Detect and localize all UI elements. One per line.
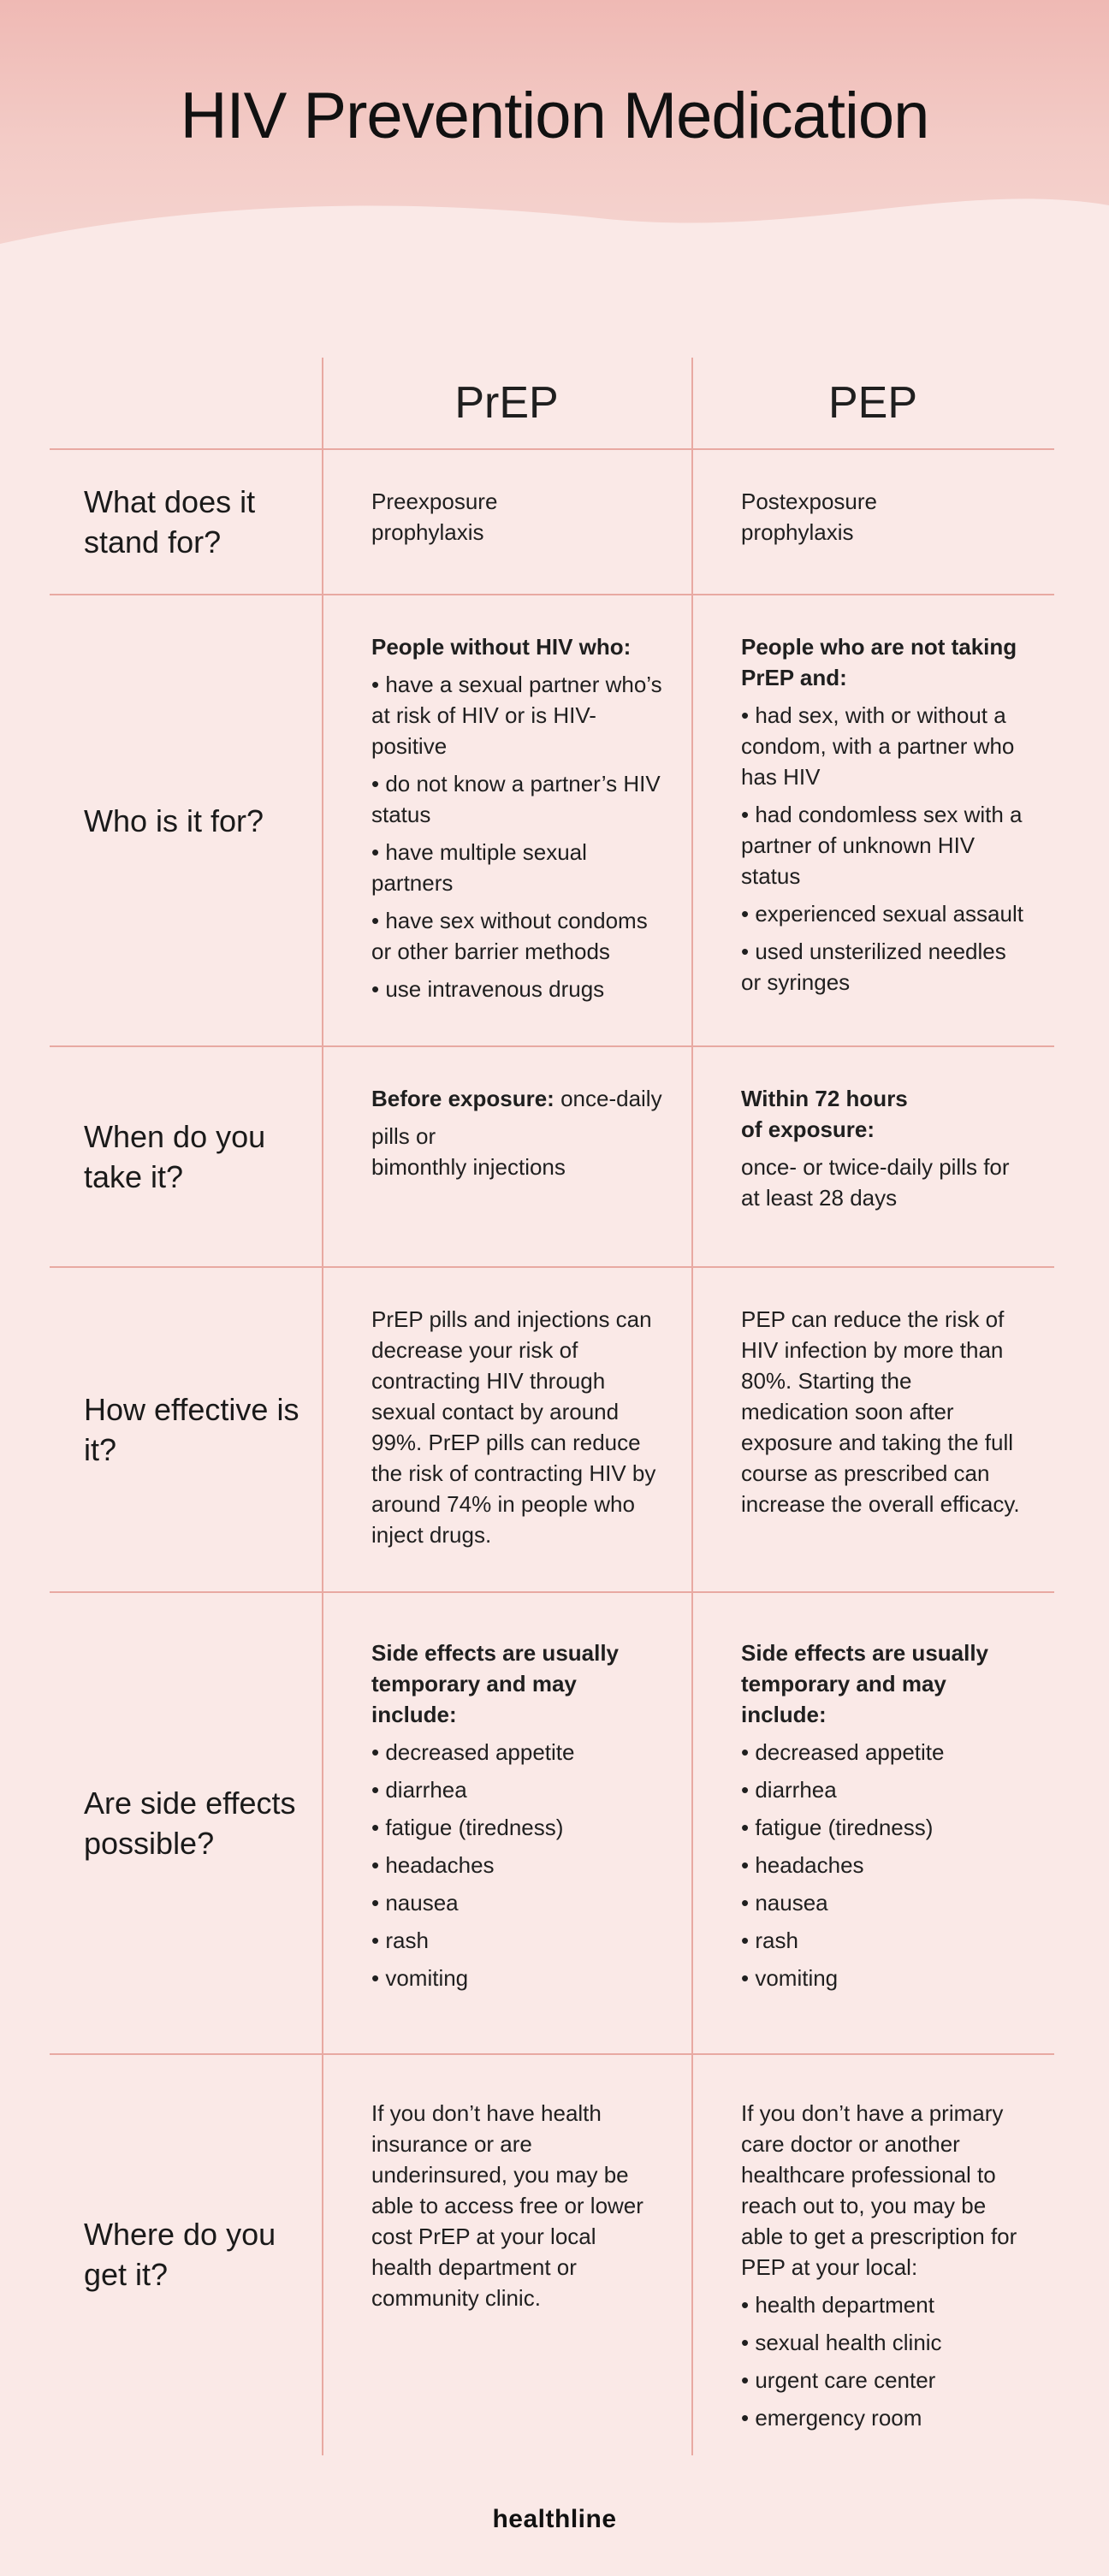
list-item: • headaches bbox=[371, 1850, 662, 1880]
pep-stand-line: prophylaxis bbox=[741, 519, 854, 545]
pep-who-heading: People who are not taking PrEP and: bbox=[741, 634, 1017, 690]
list-item: • nausea bbox=[741, 1887, 1025, 1918]
list-item: • sexual health clinic bbox=[741, 2327, 1025, 2358]
pep-cell bbox=[691, 2055, 1054, 2454]
column-header-pep: PEP bbox=[827, 378, 918, 428]
prep-side-heading: Side effects are usually temporary and may include: bbox=[371, 1640, 620, 1727]
prep-cell bbox=[322, 595, 691, 1045]
pep-where-text: If you don’t have a primary care doctor or another healthcare professional to reach out to, you may be able to get a prescription for PEP at your local: bbox=[741, 2100, 1017, 2280]
row-label: When do you take it? bbox=[84, 1119, 266, 1194]
row-where-get bbox=[50, 2055, 1054, 2454]
prep-when-text: once-daily bbox=[554, 1086, 662, 1111]
brand-logo: healthline bbox=[492, 2505, 617, 2533]
pep-when-bold: Within 72 hours bbox=[741, 1086, 908, 1111]
row-side-effects bbox=[50, 1593, 1054, 2055]
list-item: • vomiting bbox=[371, 1963, 662, 1993]
pep-cell bbox=[691, 1593, 1054, 2053]
prep-stand-line: prophylaxis bbox=[371, 519, 484, 545]
pep-cell bbox=[691, 1047, 1054, 1266]
list-item: • rash bbox=[741, 1925, 1025, 1956]
pep-cell bbox=[691, 595, 1054, 1045]
column-header-prep: PrEP bbox=[454, 378, 559, 428]
list-item: • had condomless sex with a partner of unknown HIV status bbox=[741, 799, 1025, 891]
prep-where-text: If you don’t have health insurance or are underinsured, you may be able to access free or lower cost PrEP at your local health department or community clinic. bbox=[371, 2100, 643, 2311]
pep-effective-text: PEP can reduce the risk of HIV infection by more than 80%. Starting the medication soon after exposure and taking the full course as prescribed can increase the overall efficacy. bbox=[741, 1306, 1020, 1517]
prep-cell bbox=[322, 1593, 691, 2053]
list-item: • decreased appetite bbox=[741, 1737, 1025, 1768]
row-effectiveness bbox=[50, 1268, 1054, 1593]
pep-when-bold: of exposure: bbox=[741, 1116, 875, 1142]
list-item: • use intravenous drugs bbox=[371, 974, 662, 1004]
row-label: Are side effects possible? bbox=[84, 1785, 296, 1861]
prep-when-line: bimonthly injections bbox=[371, 1154, 566, 1180]
row-label: How effective is it? bbox=[84, 1392, 299, 1467]
prep-when-bold: Before exposure: bbox=[371, 1086, 554, 1111]
comparison-table bbox=[50, 358, 1054, 2454]
list-item: • decreased appetite bbox=[371, 1737, 662, 1768]
list-item: • health department bbox=[741, 2289, 1025, 2320]
list-item: • fatigue (tiredness) bbox=[741, 1812, 1025, 1843]
prep-when-line: pills or bbox=[371, 1123, 436, 1149]
row-label: Who is it for? bbox=[84, 802, 264, 838]
pep-side-heading: Side effects are usually temporary and may include: bbox=[741, 1640, 989, 1727]
prep-cell bbox=[322, 1047, 691, 1266]
prep-stand-line: Preexposure bbox=[371, 489, 498, 514]
list-item: • rash bbox=[371, 1925, 662, 1956]
header-banner bbox=[0, 0, 1109, 308]
column-header-row bbox=[50, 358, 1054, 450]
list-item: • have multiple sexual partners bbox=[371, 837, 662, 898]
row-who-for bbox=[50, 595, 1054, 1047]
pep-cell bbox=[691, 450, 1054, 594]
page-title: HIV Prevention Medication bbox=[180, 80, 929, 152]
row-label: Where do you get it? bbox=[84, 2217, 276, 2292]
list-item: • diarrhea bbox=[741, 1774, 1025, 1805]
row-when-take bbox=[50, 1047, 1054, 1268]
list-item: • had sex, with or without a condom, with a partner who has HIV bbox=[741, 700, 1025, 792]
list-item: • experienced sexual assault bbox=[741, 898, 1025, 929]
list-item: • do not know a partner’s HIV status bbox=[371, 768, 662, 830]
list-item: • have a sexual partner who’s at risk of HIV or is HIV-positive bbox=[371, 669, 662, 761]
empty-corner-cell bbox=[50, 358, 322, 448]
list-item: • fatigue (tiredness) bbox=[371, 1812, 662, 1843]
prep-who-heading: People without HIV who: bbox=[371, 634, 632, 660]
wave-decoration bbox=[0, 188, 1109, 308]
prep-effective-text: PrEP pills and injections can decrease your risk of contracting HIV through sexual contact by around 99%. PrEP pills can reduce the risk of contracting HIV by around 74% in people who inject drugs. bbox=[371, 1306, 656, 1548]
prep-cell bbox=[322, 2055, 691, 2454]
prep-cell bbox=[322, 450, 691, 594]
pep-stand-line: Postexposure bbox=[741, 489, 877, 514]
row-stand-for bbox=[50, 450, 1054, 595]
list-item: • nausea bbox=[371, 1887, 662, 1918]
list-item: • vomiting bbox=[741, 1963, 1025, 1993]
pep-cell bbox=[691, 1268, 1054, 1591]
list-item: • emergency room bbox=[741, 2402, 1025, 2433]
list-item: • urgent care center bbox=[741, 2365, 1025, 2395]
list-item: • have sex without condoms or other barrier methods bbox=[371, 905, 662, 967]
list-item: • used unsterilized needles or syringes bbox=[741, 936, 1025, 998]
list-item: • headaches bbox=[741, 1850, 1025, 1880]
row-label: What does it stand for? bbox=[84, 484, 256, 560]
pep-when-text: once- or twice-daily pills for at least 28 days bbox=[741, 1154, 1010, 1211]
list-item: • diarrhea bbox=[371, 1774, 662, 1805]
prep-cell bbox=[322, 1268, 691, 1591]
